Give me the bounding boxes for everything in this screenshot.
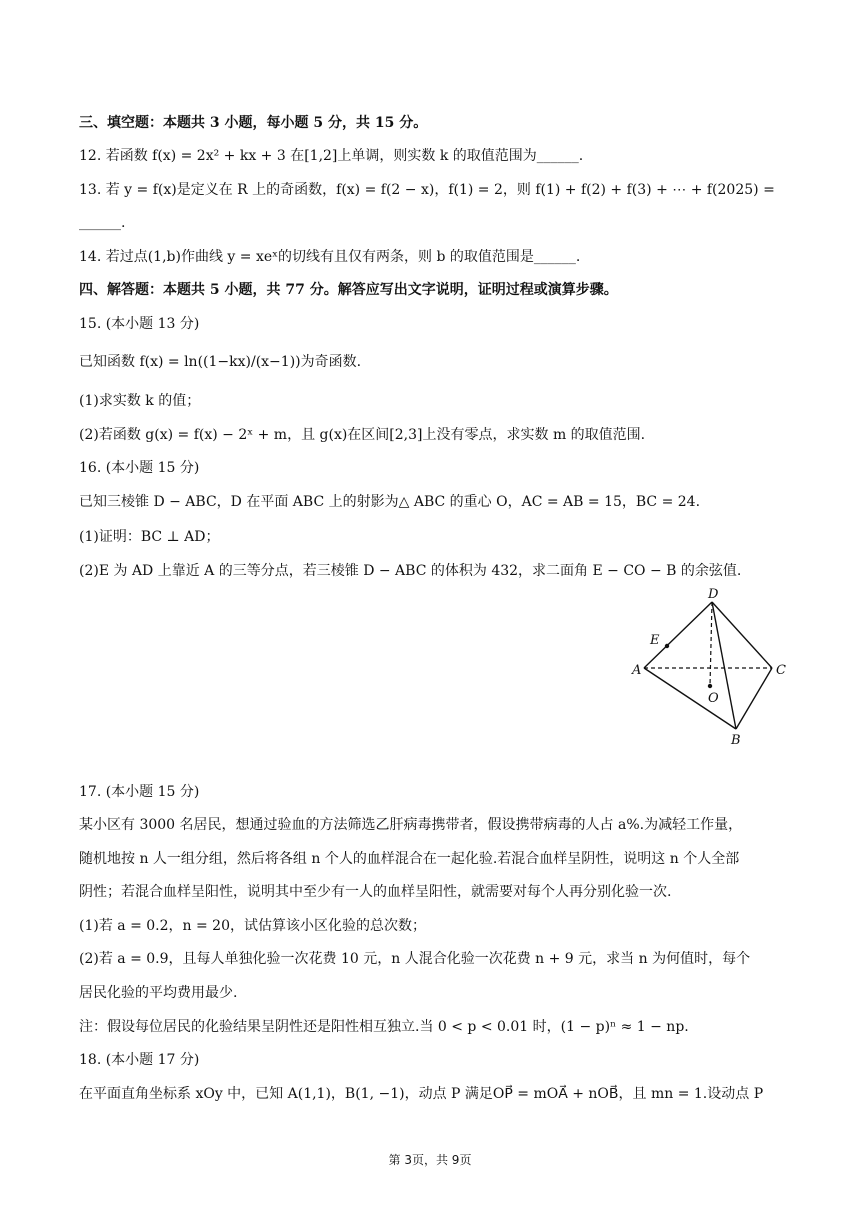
line-q17-stem-3: 阴性；若混合血样呈阳性，说明其中至少有一人的血样呈阳性，就需要对每个人再分别化验一次. [79, 884, 672, 900]
label-a: A [632, 663, 642, 678]
label-e: E [650, 633, 660, 648]
line-q17-part1: (1)若 a = 0.2，n = 20，试估算该小区化验的总次数； [79, 918, 426, 934]
line-q17-part2: (2)若 a = 0.9，且每人单独化验一次花费 10 元，n 人混合化验一次花费 n + 9 元，求当 n 为何值时，每个 [79, 951, 751, 967]
line-q15-part2: (2)若函数 g(x) = f(x) − 2ˣ + m，且 g(x)在区间[2,3]上没有零点，求实数 m 的取值范围. [79, 427, 646, 443]
line-q14: 14. 若过点(1,b)作曲线 y = xeˣ的切线有且仅有两条，则 b 的取值范围是______. [79, 249, 581, 265]
line-q15-part1: (1)求实数 k 的值； [79, 393, 201, 409]
tetrahedron-figure [628, 586, 798, 748]
line-q17-note: 注：假设每位居民的化验结果呈阴性还是阳性相互独立.当 0 < p < 0.01 时，(1 − p)ⁿ ≈ 1 − np. [79, 1019, 689, 1035]
label-o: O [708, 691, 719, 706]
line-q15-stem: 已知函数 f(x) = ln((1−kx)/(x−1))为奇函数. [79, 354, 362, 370]
line-section-3-heading: 三、填空题：本题共 3 小题，每小题 5 分，共 15 分。 [79, 115, 428, 131]
line-q17-stem-1: 某小区有 3000 名居民，想通过验血的方法筛选乙肝病毒携带者，假设携带病毒的人占 a%.为减轻工作量， [79, 817, 743, 833]
line-q17-stem-2: 随机地按 n 人一组分组，然后将各组 n 个人的血样混合在一起化验.若混合血样呈阴性，说明这 n 个人全部 [79, 851, 740, 867]
line-q18-stem: 在平面直角坐标系 xOy 中，已知 A(1,1)，B(1, −1)，动点 P 满足OP⃗ = mOA⃗ + nOB⃗，且 mn = 1.设动点 P [79, 1086, 764, 1102]
line-q12: 12. 若函数 f(x) = 2x² + kx + 3 在[1,2]上单调，则实数 k 的取值范围为______. [79, 148, 584, 164]
page-footer: 第 3页，共 9页 [388, 1153, 472, 1167]
line-q16-part2: (2)E 为 AD 上靠近 A 的三等分点，若三棱锥 D − ABC 的体积为 432，求二面角 E − CO − B 的余弦值. [79, 563, 742, 579]
line-q16-title: 16. (本小题 15 分) [79, 460, 200, 476]
line-q17-title: 17. (本小题 15 分) [79, 784, 200, 800]
line-q13-blank: ______. [79, 215, 126, 231]
line-q16-stem: 已知三棱锥 D − ABC，D 在平面 ABC 上的射影为△ ABC 的重心 O，AC = AB = 15，BC = 24. [79, 494, 701, 510]
line-q15-title: 15. (本小题 13 分) [79, 316, 200, 332]
line-q13: 13. 若 y = f(x)是定义在 R 上的奇函数，f(x) = f(2 − x)，f(1) = 2，则 f(1) + f(2) + f(3) + ⋯ + f(2025) = [79, 182, 775, 198]
label-d: D [708, 587, 719, 602]
label-c: C [776, 663, 786, 678]
line-q16-part1: (1)证明：BC ⊥ AD； [79, 529, 220, 545]
label-b: B [731, 733, 741, 748]
line-q17-part2-cont: 居民化验的平均费用最少. [79, 985, 238, 1001]
line-section-4-heading: 四、解答题：本题共 5 小题，共 77 分。解答应写出文字说明，证明过程或演算步骤。 [79, 282, 618, 298]
line-q18-title: 18. (本小题 17 分) [79, 1052, 200, 1068]
